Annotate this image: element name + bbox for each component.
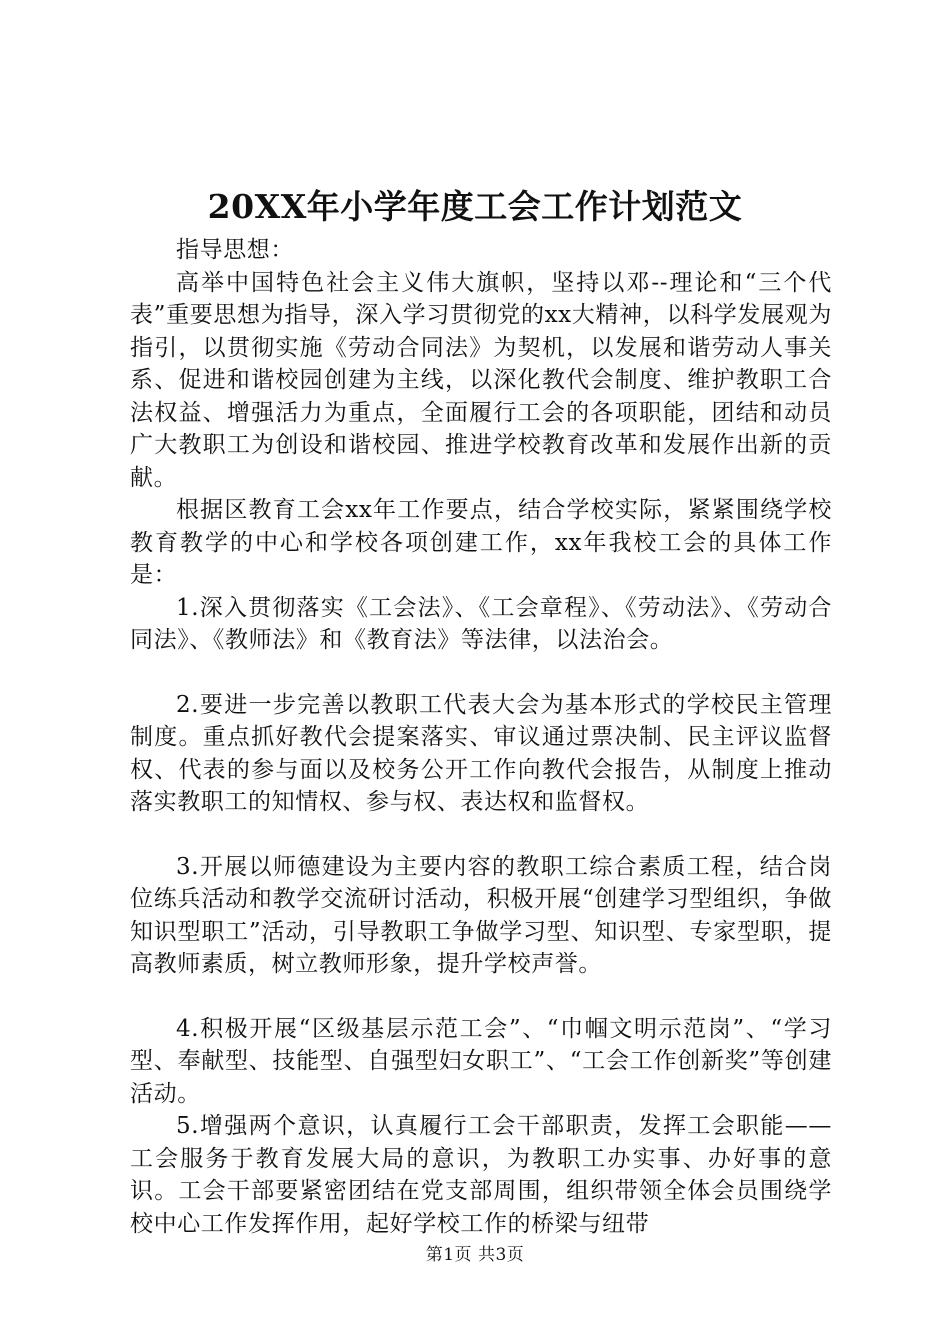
page-total: 共3页: [477, 1245, 525, 1265]
paragraph-item-4: 4.积极开展“区级基层示范工会”、“巾帼文明示范岗”、“学习型、奉献型、技能型、自强型妇女职工”、“工会工作创新奖”等创建活动。: [130, 1015, 832, 1107]
paragraph-work-basis: 根据区教育工会xx年工作要点，结合学校实际，紧紧围绕学校教育教学的中心和学校各项创建工作，xx年我校工会的具体工作是：: [130, 497, 832, 588]
paragraph-guiding-ideology-heading: 指导思想：: [176, 237, 294, 263]
paragraph-item-3: 3.开展以师德建设为主要内容的教职工综合素质工程，结合岗位练兵活动和教学交流研讨活动，积极开展“创建学习型组织，争做知识型职工”活动，引导教职工争做学习型、知识型、专家型职，提高教师素质，树立教师形象，提升学校声誉。: [130, 853, 832, 977]
paragraph-guiding-ideology: 高举中国特色社会主义伟大旗帜，坚持以邓--理论和“三个代表”重要思想为指导，深入学习贯彻党的xx大精神，以科学发展观为指引，以贯彻实施《劳动合同法》为契机，以发展和谐劳动人事关系、促进和谐校园创建为主线，以深化教代会制度、维护教职工合法权益、增强活力为重点，全面履行工会的各项职能，团结和动员广大教职工为创设和谐校园、推进学校教育改革和发展作出新的贡献。: [130, 269, 832, 491]
paragraph-item-2: 2.要进一步完善以教职工代表大会为基本形式的学校民主管理制度。重点抓好教代会提案落实、审议通过票决制、民主评议监督权、代表的参与面以及校务公开工作向教代会报告，从制度上推动落实教职工的知情权、参与权、表达权和监督权。: [130, 691, 832, 815]
document-title: 20XX年小学年度工会工作计划范文: [207, 187, 743, 226]
page-footer: [0, 1243, 950, 1267]
document-body: [130, 234, 832, 1240]
paragraph-item-5: 5.增强两个意识，认真履行工会干部职责，发挥工会职能——工会服务于教育发展大局的意识，为教职工办实事、办好事的意识。工会干部要紧密团结在党支部周围，组织带领全体会员围绕学校中心工作发挥作用，起好学校工作的桥梁与纽带: [130, 1113, 832, 1237]
page-number: 第1页: [425, 1245, 473, 1265]
paragraph-item-1: 1.深入贯彻落实《工会法》、《工会章程》、《劳动法》、《劳动合同法》、《教师法》和《教育法》等法律，以法治会。: [130, 594, 832, 653]
